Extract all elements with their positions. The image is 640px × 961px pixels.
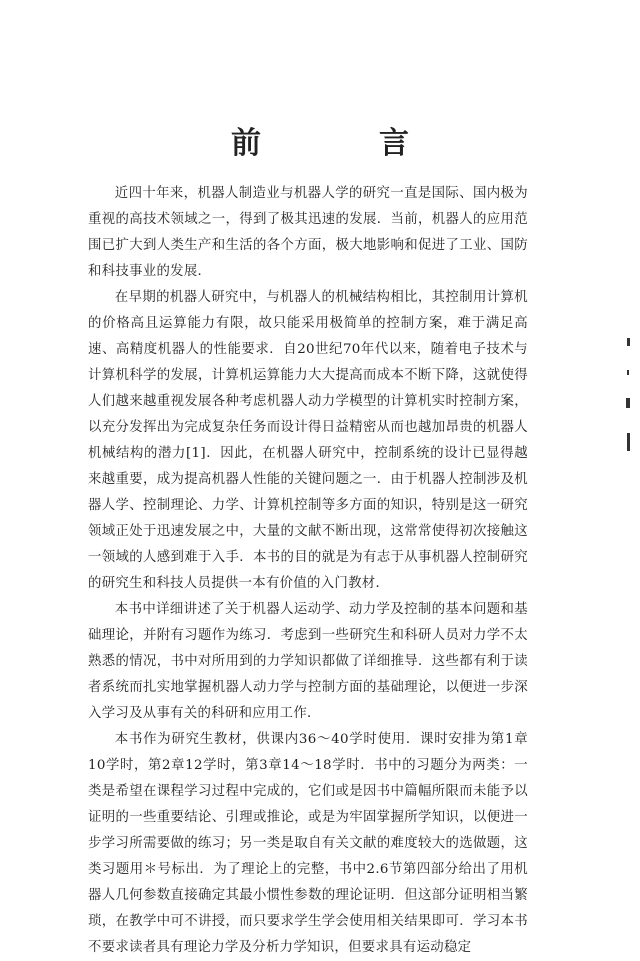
paragraph-2: 在早期的机器人研究中，与机器人的机械结构相比，其控制用计算机的价格高且运算能力有限，故只能采用极简单的控制方案，难于满足高速、高精度机器人的性能要求．自20世纪70年代以来，随着电子技术与计算机科学的发展，计算机运算能力大大提高而成本不断下降，这就使得人们越来越重视发展各种考虑机器人动力学模型的计算机实时控制方案，以充分发挥出为完成复杂任务而设计得日益精密从而也越加昂贵的机器人机械结构的潜力[1]．因此，在机器人研究中，控制系统的设计已显得越来越重要，成为提高机器人性能的关键问题之一．由于机器人控制涉及机器人学、控制理论、力学、计算机控制等多方面的知识，特别是这一研究领域正处于迅速发展之中，大量的文献不断出现，这常常使得初次接触这一领域的人感到难于入手．本书的目的就是为有志于从事机器人控制研究的研究生和科技人员提供一本有价值的入门教材． (88, 290, 528, 591)
scan-mark (626, 398, 630, 408)
scan-mark (627, 338, 630, 346)
scan-mark (627, 433, 630, 451)
paragraph-3: 本书中详细讲述了关于机器人运动学、动力学及控制的基本问题和基础理论，并附有习题作为练习．考虑到一些研究生和科研人员对力学不太熟悉的情况，书中对所用到的力学知识都做了详细推导．这些都有利于读者系统而扎实地掌握机器人动力学与控制方面的基础理论，以便进一步深入学习及从事有关的科研和应用工作． (88, 602, 528, 721)
page-title: 前 言 (231, 126, 453, 161)
scan-mark (627, 370, 629, 375)
preface-body (88, 181, 528, 961)
paragraph-4: 本书作为研究生教材，供课内36～40学时使用．课时安排为第1章10学时，第2章12学时，第3章14～18学时．书中的习题分为两类：一类是希望在课程学习过程中完成的，它们或是因书中篇幅所限而未能予以证明的一些重要结论、引理或推论，或是为牢固掌握所学知识，以便进一步学习所需要做的练习；另一类是取自有关文献的难度较大的选做题，这类习题用＊号标出．为了理论上的完整，书中2.6节第四部分给出了用机器人几何参数直接确定其最小惯性参数的理论证明．但这部分证明相当繁琐，在教学中可不讲授，而只要求学生学会使用相关结果即可．学习本书不要求读者具有理论力学及分析力学知识，但要求具有运动稳定 (88, 732, 528, 955)
paragraph-1: 近四十年来，机器人制造业与机器人学的研究一直是国际、国内极为重视的高技术领域之一，得到了极其迅速的发展．当前，机器人的应用范围已扩大到人类生产和生活的各个方面，极大地影响和促进了工业、国防和科技事业的发展． (88, 186, 528, 279)
